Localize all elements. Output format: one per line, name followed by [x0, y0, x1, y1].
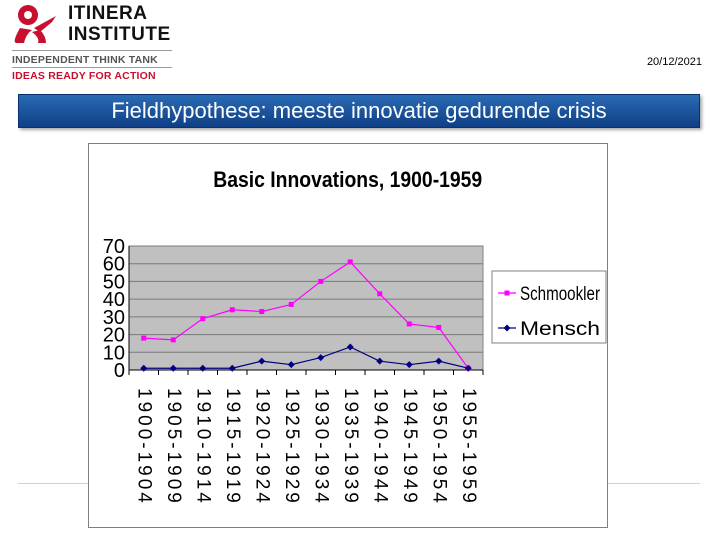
data-point-schmookler — [377, 291, 382, 296]
y-tick-label: 0 — [113, 360, 125, 382]
data-point-schmookler — [259, 309, 264, 314]
logo-divider — [12, 50, 172, 51]
slide-title: Fieldhypothese: meeste innovatie gedurende crisis — [111, 98, 607, 123]
itinera-logo — [10, 2, 175, 84]
chart-title: Basic Innovations, 1900-1959 — [213, 167, 483, 193]
x-tick-label: 1900-1904 — [133, 388, 155, 506]
legend-swatch-marker — [505, 291, 510, 296]
data-point-schmookler — [348, 259, 353, 264]
itinera-logo-mark-icon — [10, 2, 66, 44]
x-tick-label: 1955-1959 — [458, 388, 480, 506]
data-point-schmookler — [141, 336, 146, 341]
legend-label: Mensch — [520, 319, 600, 340]
data-point-schmookler — [289, 302, 294, 307]
x-tick-label: 1910-1914 — [192, 388, 214, 506]
x-tick-label: 1950-1954 — [428, 388, 450, 506]
x-tick-label: 1940-1944 — [369, 388, 391, 506]
plot-area — [129, 246, 483, 370]
logo-tagline: INDEPENDENT THINK TANK — [12, 54, 158, 66]
x-tick-label: 1945-1949 — [399, 388, 421, 506]
y-tick-label: 40 — [102, 289, 125, 312]
x-tick-label: 1925-1929 — [281, 388, 303, 506]
x-tick-label: 1935-1939 — [340, 388, 362, 506]
data-point-schmookler — [318, 279, 323, 284]
y-tick-label: 50 — [102, 271, 125, 294]
y-tick-label: 20 — [102, 324, 125, 347]
y-tick-label: 10 — [102, 342, 125, 365]
slide-date: 20/12/2021 — [646, 56, 702, 68]
data-point-schmookler — [230, 307, 235, 312]
data-point-schmookler — [407, 321, 412, 326]
y-tick-label: 60 — [102, 253, 125, 276]
y-tick-label: 30 — [102, 306, 125, 329]
logo-divider — [12, 67, 172, 68]
y-tick-label: 70 — [102, 236, 125, 258]
chart-container — [88, 143, 608, 528]
legend-label: Schmookler — [520, 284, 601, 305]
x-tick-label: 1905-1909 — [163, 388, 185, 506]
slide-title-bar — [18, 94, 700, 128]
data-point-schmookler — [200, 316, 205, 321]
logo-name-line1: ITINERA — [68, 3, 148, 24]
x-tick-label: 1930-1934 — [310, 388, 332, 506]
data-point-schmookler — [171, 337, 176, 342]
x-tick-label: 1915-1919 — [222, 388, 244, 506]
logo-name-line2: INSTITUTE — [68, 24, 171, 45]
x-tick-label: 1920-1924 — [251, 388, 273, 506]
logo-slogan: IDEAS READY FOR ACTION — [12, 70, 156, 82]
data-point-schmookler — [436, 325, 441, 330]
line-chart — [89, 144, 607, 527]
